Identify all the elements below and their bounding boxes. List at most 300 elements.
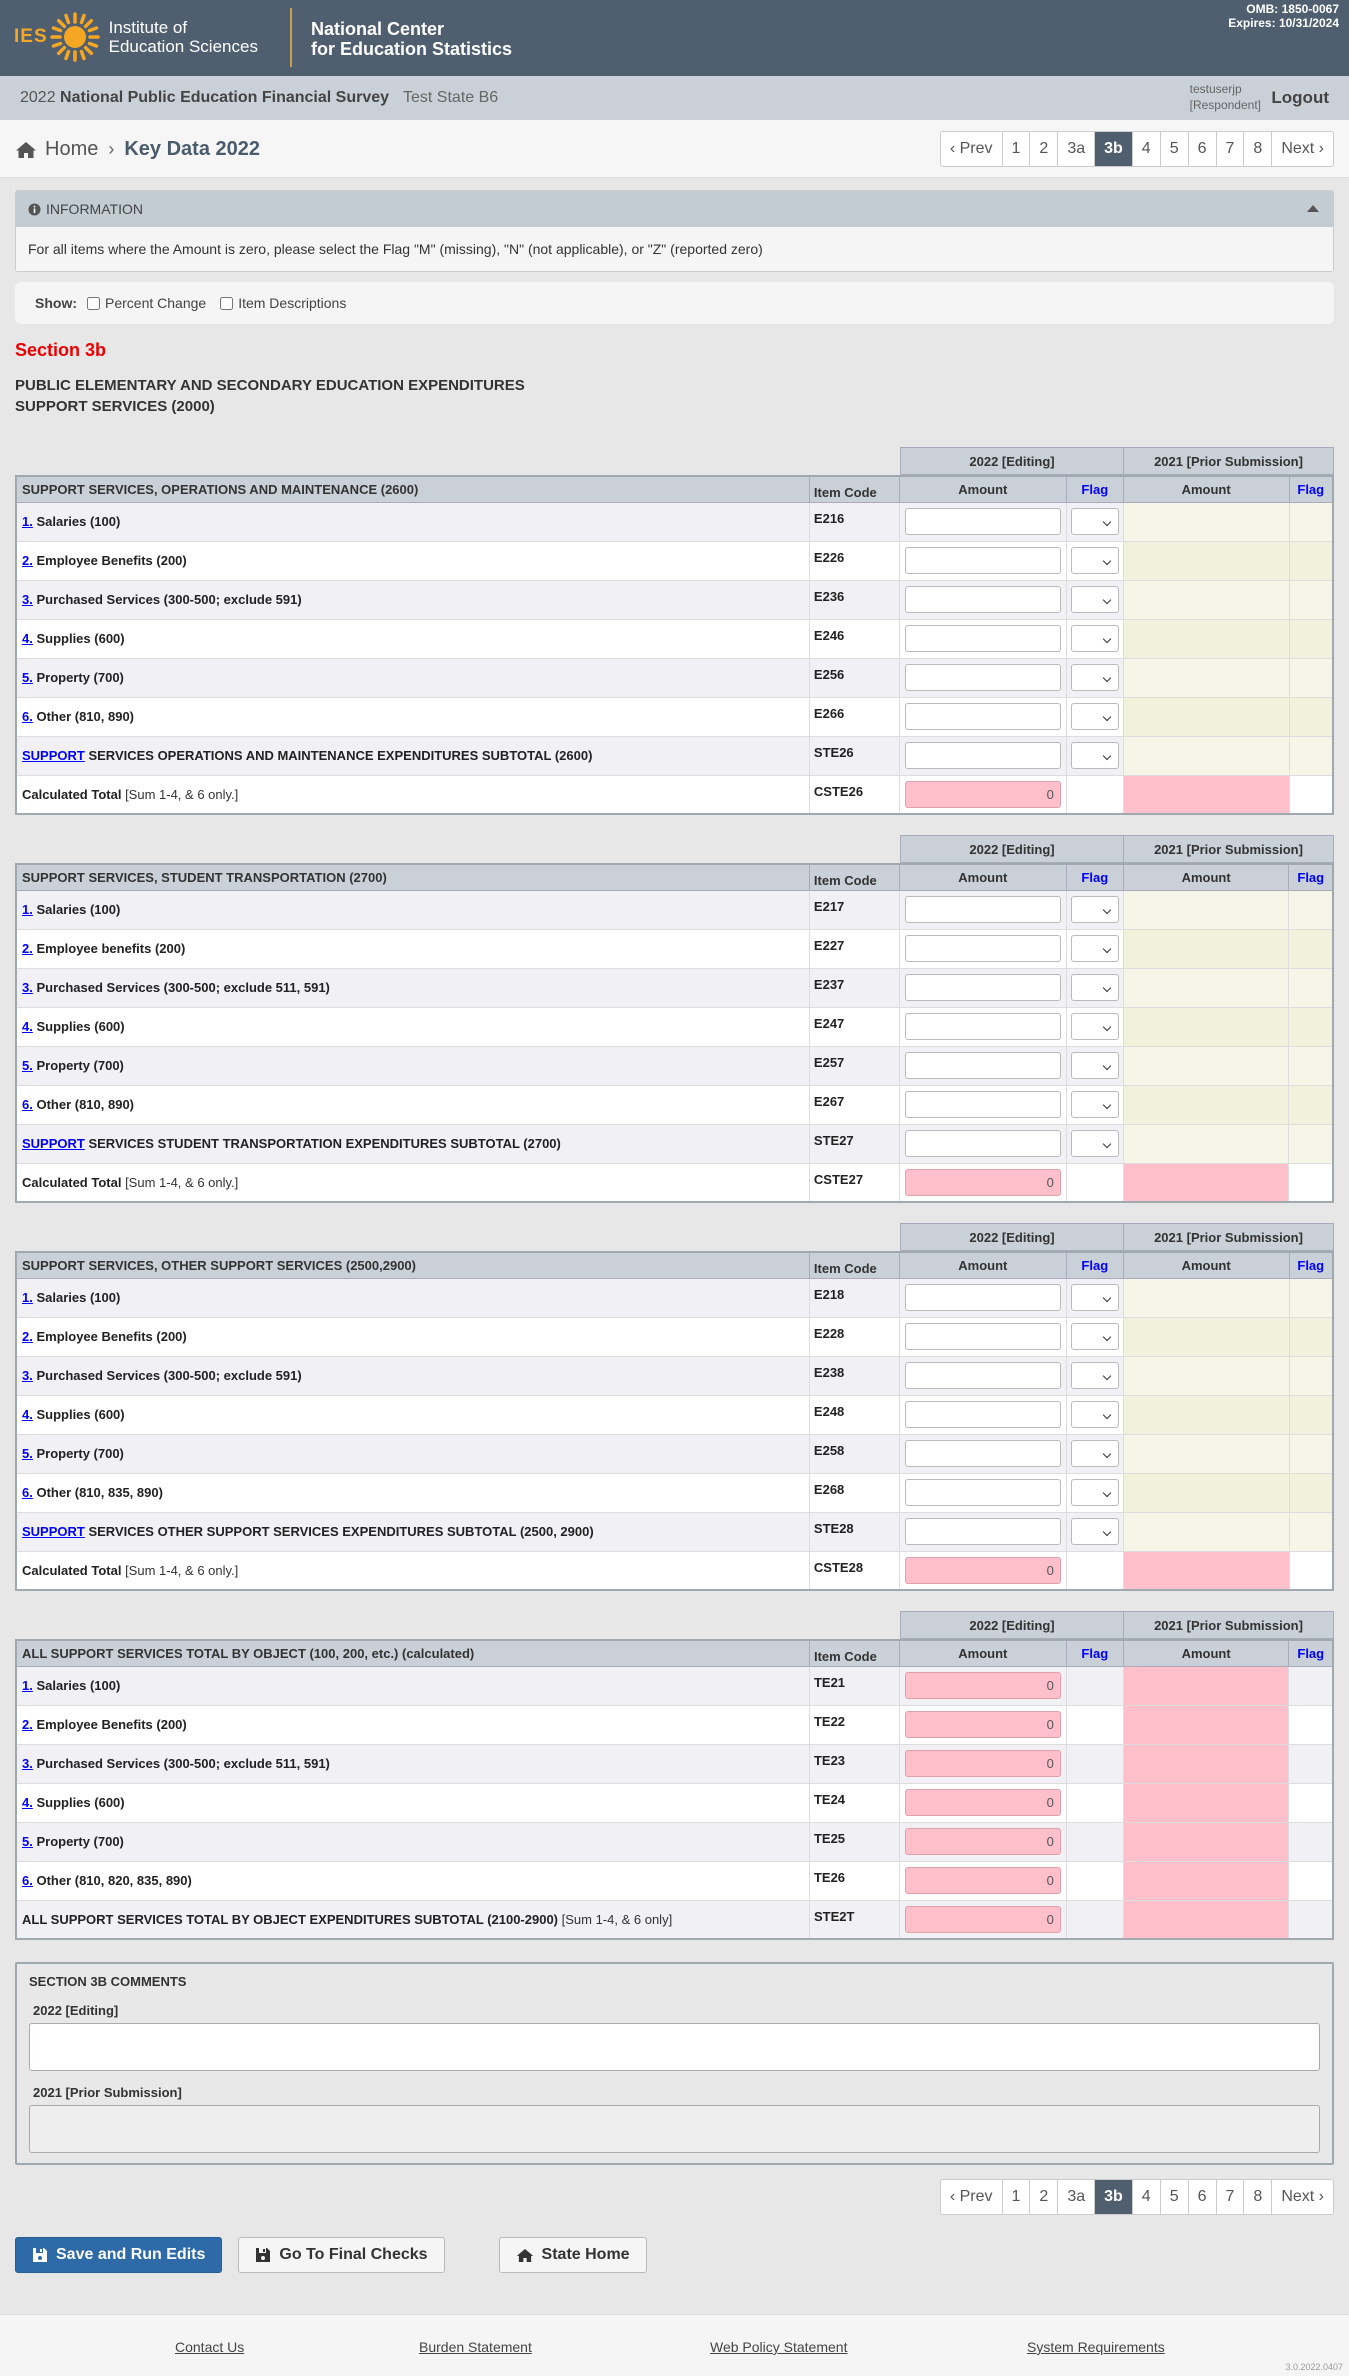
- amount-input[interactable]: [905, 896, 1061, 923]
- amount-input[interactable]: [905, 974, 1061, 1001]
- calculated-total-description: [16, 775, 809, 814]
- calculated-amount: 0: [905, 1169, 1061, 1196]
- calculated-amount-cell: [899, 1861, 1066, 1900]
- prior-amount-cell: [1123, 929, 1289, 968]
- amount-input[interactable]: [905, 935, 1061, 962]
- save-and-run-edits-button[interactable]: [15, 2237, 222, 2273]
- item-number-link[interactable]: 5.: [22, 670, 33, 685]
- item-number-link[interactable]: 2.: [22, 1329, 33, 1344]
- prior-flag-cell: [1289, 658, 1333, 697]
- item-code: STE26: [809, 736, 899, 775]
- item-label: Purchased Services (300-500; exclude 591): [36, 1368, 302, 1383]
- amount-cell: [899, 541, 1066, 580]
- item-label: Employee Benefits (200): [36, 553, 187, 568]
- user-role: [Respondent]: [1189, 98, 1261, 112]
- item-label: Salaries (100): [36, 514, 121, 529]
- amount-cell: [899, 1434, 1066, 1473]
- item-code: E247: [809, 1007, 899, 1046]
- item-number-link[interactable]: 1.: [22, 1290, 33, 1305]
- amount-cell: [899, 1395, 1066, 1434]
- year-header-row: [900, 1611, 1334, 1639]
- pager-page-3b[interactable]: 3b: [1094, 132, 1132, 166]
- prior-amount-cell: [1123, 1705, 1289, 1744]
- table-row: [16, 502, 1333, 541]
- chevron-left-icon: ‹: [949, 2188, 956, 2205]
- flag-select[interactable]: [1071, 935, 1119, 962]
- item-label: Salaries (100): [36, 1678, 121, 1693]
- pager-prev-label: Prev: [959, 140, 993, 157]
- calculated-amount: 0: [905, 1711, 1061, 1738]
- item-number-link[interactable]: 4.: [22, 1795, 33, 1810]
- amount-input[interactable]: [905, 1518, 1061, 1545]
- show-options: [15, 282, 1334, 324]
- flag-header-link[interactable]: Flag: [1081, 1645, 1109, 1661]
- item-code: E257: [809, 1046, 899, 1085]
- flag-select[interactable]: [1071, 1130, 1119, 1157]
- amount-cell: [899, 1085, 1066, 1124]
- prior-flag-cell: [1289, 1551, 1333, 1590]
- flag-select[interactable]: [1071, 1052, 1119, 1079]
- item-number-link[interactable]: 3.: [22, 980, 33, 995]
- ies-name: [109, 18, 258, 56]
- survey-bar: [0, 76, 1349, 120]
- calculated-total-description: [16, 1163, 809, 1202]
- amount-input[interactable]: [905, 703, 1061, 730]
- subtotal-link[interactable]: SUPPORT: [22, 748, 85, 763]
- user-info: [1190, 81, 1261, 113]
- pager-page-8[interactable]: 8: [1243, 2180, 1271, 2214]
- nces-logo[interactable]: [311, 19, 512, 59]
- item-number-link[interactable]: 2.: [22, 1717, 33, 1732]
- prior-flag-cell: [1289, 1124, 1333, 1163]
- item-code: E227: [809, 929, 899, 968]
- item-label: Salaries (100): [36, 1290, 121, 1305]
- item-number-link[interactable]: 3.: [22, 1368, 33, 1383]
- data-table: [15, 475, 1334, 815]
- year-current-header: 2022 [Editing]: [900, 835, 1124, 863]
- show-label: Show:: [35, 295, 77, 311]
- item-number-link[interactable]: 6.: [22, 1097, 33, 1112]
- calculated-amount: 0: [905, 1672, 1061, 1699]
- item-number-link[interactable]: 6.: [22, 1873, 33, 1888]
- item-label: Supplies (600): [36, 1407, 125, 1422]
- table-title: ALL SUPPORT SERVICES TOTAL BY OBJECT (100, 200, etc.) (calculated): [16, 1640, 809, 1666]
- prior-amount-cell: [1123, 775, 1289, 814]
- subtotal-description: [16, 1124, 809, 1163]
- item-description: [16, 1085, 809, 1124]
- prior-amount-header: Amount: [1123, 1640, 1289, 1666]
- flag-header-link[interactable]: Flag: [1081, 481, 1109, 497]
- pager-page-1[interactable]: 1: [1002, 132, 1030, 166]
- item-code: E258: [809, 1434, 899, 1473]
- table-row: [16, 1744, 1333, 1783]
- item-label: Other (810, 820, 835, 890): [36, 1873, 192, 1888]
- prior-flag-header-link[interactable]: Flag: [1297, 1645, 1325, 1661]
- flag-select[interactable]: [1071, 625, 1119, 652]
- web-policy-link[interactable]: Web Policy Statement: [710, 2339, 848, 2355]
- amount-input[interactable]: [905, 1479, 1061, 1506]
- comments-panel: [15, 1962, 1334, 2165]
- item-number-link[interactable]: 6.: [22, 709, 33, 724]
- amount-cell: [899, 1278, 1066, 1317]
- prior-flag-cell: [1289, 968, 1333, 1007]
- item-label: Employee Benefits (200): [36, 1717, 187, 1732]
- item-number-link[interactable]: 5.: [22, 1834, 33, 1849]
- burden-statement-link[interactable]: Burden Statement: [419, 2339, 532, 2355]
- item-label: Other (810, 835, 890): [36, 1485, 163, 1500]
- amount-cell: [899, 1124, 1066, 1163]
- calculated-total-note: [Sum 1-4, & 6 only.]: [121, 1174, 239, 1190]
- prior-amount-cell: [1123, 658, 1289, 697]
- amount-input[interactable]: [905, 664, 1061, 691]
- logout-button[interactable]: Logout: [1271, 88, 1329, 107]
- flag-cell: [1066, 1046, 1123, 1085]
- item-code: E228: [809, 1317, 899, 1356]
- prior-amount-cell: [1123, 1085, 1289, 1124]
- pager-prev[interactable]: [941, 132, 1002, 166]
- prior-flag-header-link[interactable]: Flag: [1297, 481, 1325, 497]
- item-description: [16, 658, 809, 697]
- flag-select[interactable]: [1071, 1284, 1119, 1311]
- prior-amount-cell: [1123, 619, 1289, 658]
- chevron-right-icon: ›: [1318, 140, 1324, 157]
- top-pager: [940, 131, 1334, 167]
- prior-flag-cell: [1289, 1317, 1333, 1356]
- table-title: SUPPORT SERVICES, STUDENT TRANSPORTATION (2700): [16, 864, 809, 890]
- prior-amount-header: Amount: [1123, 1252, 1289, 1278]
- item-number-link[interactable]: 1.: [22, 1678, 33, 1693]
- pager-page-3b[interactable]: 3b: [1094, 2180, 1132, 2214]
- item-description: [16, 929, 809, 968]
- pager-next-label: Next: [1281, 2188, 1315, 2205]
- prior-flag-cell: [1289, 929, 1333, 968]
- item-number-link[interactable]: 4.: [22, 1407, 33, 1422]
- caret-up-icon[interactable]: [1307, 205, 1319, 212]
- pager-prev[interactable]: [941, 2180, 1002, 2214]
- item-number-link[interactable]: 2.: [22, 941, 33, 956]
- item-code: TE23: [809, 1744, 899, 1783]
- prior-flag-cell: [1289, 1473, 1333, 1512]
- prior-flag-cell: [1289, 541, 1333, 580]
- item-number-link[interactable]: 5.: [22, 1058, 33, 1073]
- prior-flag-cell: [1289, 1900, 1333, 1939]
- prior-flag-cell: [1289, 502, 1333, 541]
- home-icon: [516, 2248, 534, 2263]
- pager-page-7[interactable]: 7: [1216, 2180, 1244, 2214]
- item-code: E216: [809, 502, 899, 541]
- pager-page-3a[interactable]: 3a: [1057, 132, 1094, 166]
- flag-header-link[interactable]: Flag: [1081, 1257, 1109, 1273]
- percent-change-option[interactable]: [87, 295, 206, 311]
- amount-input[interactable]: [905, 1284, 1061, 1311]
- year-prior-header: 2021 [Prior Submission]: [1124, 835, 1334, 863]
- pager-page-2[interactable]: 2: [1029, 2180, 1057, 2214]
- pager-page-6[interactable]: 6: [1188, 132, 1216, 166]
- calculated-total-label: Calculated Total: [22, 1174, 122, 1190]
- prior-amount-cell: [1123, 541, 1289, 580]
- ies-line2: Education Sciences: [108, 37, 258, 56]
- flag-select[interactable]: [1071, 1323, 1119, 1350]
- item-description: [16, 502, 809, 541]
- year-current-header: 2022 [Editing]: [900, 1611, 1124, 1639]
- amount-input[interactable]: [905, 1401, 1061, 1428]
- subtotal-row: [16, 1512, 1333, 1551]
- prior-flag-cell: [1289, 1861, 1333, 1900]
- pager-next-label: Next: [1281, 140, 1315, 157]
- item-number-link[interactable]: 6.: [22, 1485, 33, 1500]
- calculated-total-description: [16, 1551, 809, 1590]
- flag-cell: [1066, 1278, 1123, 1317]
- prior-flag-header-link[interactable]: Flag: [1297, 869, 1325, 885]
- pager-page-8[interactable]: 8: [1243, 132, 1271, 166]
- information-text: For all items where the Amount is zero, please select the Flag "M" (missing), "N" (not applicable), or "Z" (reported zero): [16, 227, 1333, 271]
- item-description: [16, 890, 809, 929]
- item-label: Purchased Services (300-500; exclude 591): [36, 592, 302, 607]
- amount-input[interactable]: [905, 1052, 1061, 1079]
- item-descriptions-option[interactable]: [220, 295, 346, 311]
- prior-flag-cell: [1289, 580, 1333, 619]
- item-code: STE2T: [809, 1900, 899, 1939]
- amount-cell: [899, 929, 1066, 968]
- table-row: [16, 1783, 1333, 1822]
- item-number-link[interactable]: 1.: [22, 902, 33, 917]
- information-header[interactable]: [16, 191, 1333, 227]
- state-home-label: State Home: [541, 2246, 630, 2263]
- item-code-header: Item Code: [809, 1640, 899, 1666]
- table-header-row: [16, 476, 1333, 502]
- section-subtitle: [15, 375, 1349, 417]
- information-panel: [15, 190, 1334, 272]
- flag-cell: [1066, 1473, 1123, 1512]
- flag-cell: [1066, 1744, 1123, 1783]
- section-subtitle-line2: SUPPORT SERVICES (2000): [15, 398, 215, 415]
- item-label: Property (700): [36, 670, 124, 685]
- subtotal-label: SERVICES STUDENT TRANSPORTATION EXPENDITURES SUBTOTAL (2700): [84, 1136, 561, 1151]
- amount-input[interactable]: [905, 508, 1061, 535]
- subtotal-link[interactable]: SUPPORT: [22, 1136, 85, 1151]
- prior-flag-cell: [1289, 619, 1333, 658]
- amount-cell: [899, 658, 1066, 697]
- prior-flag-cell: [1289, 1356, 1333, 1395]
- subtotal-link[interactable]: SUPPORT: [22, 1524, 85, 1539]
- pager-page-2[interactable]: 2: [1029, 132, 1057, 166]
- flag-cell: [1066, 1822, 1123, 1861]
- flag-select[interactable]: [1071, 703, 1119, 730]
- calculated-amount-cell: [899, 1666, 1066, 1705]
- pager-next[interactable]: [1271, 132, 1333, 166]
- item-description: [16, 1434, 809, 1473]
- pager-page-5[interactable]: 5: [1160, 2180, 1188, 2214]
- item-description: [16, 1007, 809, 1046]
- amount-input[interactable]: [905, 1130, 1061, 1157]
- flag-select[interactable]: [1071, 586, 1119, 613]
- subtotal-note: [Sum 1-4, & 6 only]: [558, 1911, 673, 1927]
- flag-select[interactable]: [1071, 896, 1119, 923]
- item-description: [16, 1317, 809, 1356]
- amount-cell: [899, 1046, 1066, 1085]
- subtotal-row: [16, 736, 1333, 775]
- item-number-link[interactable]: 1.: [22, 514, 33, 529]
- item-code: E267: [809, 1085, 899, 1124]
- pager-page-4[interactable]: 4: [1132, 2180, 1160, 2214]
- calculated-amount-cell: [899, 1551, 1066, 1590]
- percent-change-checkbox[interactable]: [87, 297, 100, 310]
- flag-select[interactable]: [1071, 1091, 1119, 1118]
- pager-page-4[interactable]: 4: [1132, 132, 1160, 166]
- version-number: 3.0.2022.0407: [1285, 2362, 1343, 2372]
- state-home-button[interactable]: [499, 2237, 647, 2273]
- prior-amount-cell: [1123, 1434, 1289, 1473]
- flag-cell: [1066, 929, 1123, 968]
- table-row: [16, 1666, 1333, 1705]
- comments-current-textarea[interactable]: [29, 2023, 1320, 2071]
- prior-flag-cell: [1289, 1163, 1333, 1202]
- prior-flag-cell: [1289, 775, 1333, 814]
- calculated-amount: 0: [905, 1750, 1061, 1777]
- flag-select[interactable]: [1071, 664, 1119, 691]
- item-label: Property (700): [36, 1834, 124, 1849]
- go-to-final-checks-button[interactable]: [238, 2237, 444, 2273]
- prior-amount-header: Amount: [1123, 476, 1289, 502]
- table-title: SUPPORT SERVICES, OPERATIONS AND MAINTENANCE (2600): [16, 476, 809, 502]
- item-label: Supplies (600): [36, 1795, 125, 1810]
- prior-amount-cell: [1123, 1783, 1289, 1822]
- flag-header-link[interactable]: Flag: [1081, 869, 1109, 885]
- flag-select[interactable]: [1071, 508, 1119, 535]
- pager-page-6[interactable]: 6: [1188, 2180, 1216, 2214]
- pager-page-5[interactable]: 5: [1160, 132, 1188, 166]
- flag-cell: [1066, 541, 1123, 580]
- prior-amount-cell: [1123, 1046, 1289, 1085]
- calculated-amount: 0: [905, 781, 1061, 808]
- item-descriptions-label: Item Descriptions: [238, 295, 347, 311]
- calculated-amount: 0: [905, 1789, 1061, 1816]
- prior-amount-cell: [1123, 1163, 1289, 1202]
- item-label: Supplies (600): [36, 631, 125, 646]
- item-number-link[interactable]: 5.: [22, 1446, 33, 1461]
- prior-flag-cell: [1289, 1278, 1333, 1317]
- prior-amount-cell: [1123, 580, 1289, 619]
- amount-input[interactable]: [905, 1013, 1061, 1040]
- item-description: [16, 1822, 809, 1861]
- amount-input[interactable]: [905, 547, 1061, 574]
- site-header: [0, 0, 1349, 76]
- pager-page-7[interactable]: 7: [1216, 132, 1244, 166]
- table-header-row: [16, 1640, 1333, 1666]
- flag-select[interactable]: [1071, 974, 1119, 1001]
- calculated-amount: 0: [905, 1906, 1061, 1933]
- subtotal-description: [16, 1512, 809, 1551]
- item-description: [16, 1666, 809, 1705]
- amount-cell: [899, 580, 1066, 619]
- amount-input[interactable]: [905, 625, 1061, 652]
- ies-logo[interactable]: [14, 11, 258, 63]
- table-block: [15, 447, 1334, 815]
- item-number-link[interactable]: 4.: [22, 631, 33, 646]
- year-prior-header: 2021 [Prior Submission]: [1124, 1611, 1334, 1639]
- item-description: [16, 580, 809, 619]
- total-table-block: [15, 1611, 1334, 1940]
- table-row: [16, 541, 1333, 580]
- flag-select[interactable]: [1071, 1362, 1119, 1389]
- prior-flag-cell: [1289, 1395, 1333, 1434]
- item-number-link[interactable]: 4.: [22, 1019, 33, 1034]
- nces-line1: National Center: [311, 19, 445, 39]
- flag-cell: [1066, 1395, 1123, 1434]
- flag-select[interactable]: [1071, 1401, 1119, 1428]
- amount-input[interactable]: [905, 742, 1061, 769]
- item-description: [16, 1046, 809, 1085]
- pager-next[interactable]: [1271, 2180, 1333, 2214]
- prior-flag-cell: [1289, 1822, 1333, 1861]
- nces-line2: for Education Statistics: [311, 39, 513, 59]
- flag-cell: [1066, 658, 1123, 697]
- item-descriptions-checkbox[interactable]: [220, 297, 233, 310]
- year-current-header: 2022 [Editing]: [900, 1223, 1124, 1251]
- save-icon: [255, 2247, 271, 2263]
- amount-input[interactable]: [905, 1091, 1061, 1118]
- item-number-link[interactable]: 2.: [22, 553, 33, 568]
- flag-cell: [1066, 1551, 1123, 1590]
- amount-input[interactable]: [905, 1362, 1061, 1389]
- amount-input[interactable]: [905, 586, 1061, 613]
- item-code: E236: [809, 580, 899, 619]
- prior-flag-cell: [1289, 1666, 1333, 1705]
- calculated-total-label: Calculated Total: [22, 786, 122, 802]
- table-header-row: [16, 864, 1333, 890]
- item-number-link[interactable]: 3.: [22, 592, 33, 607]
- amount-input[interactable]: [905, 1440, 1061, 1467]
- data-table: [15, 863, 1334, 1203]
- year-current-header: 2022 [Editing]: [900, 447, 1124, 475]
- flag-select[interactable]: [1071, 547, 1119, 574]
- prior-flag-header: [1289, 864, 1333, 890]
- pager-page-3a[interactable]: 3a: [1057, 2180, 1094, 2214]
- pager-page-1[interactable]: 1: [1002, 2180, 1030, 2214]
- amount-cell: [899, 697, 1066, 736]
- flag-select[interactable]: [1071, 1518, 1119, 1545]
- amount-input[interactable]: [905, 1323, 1061, 1350]
- flag-select[interactable]: [1071, 1013, 1119, 1040]
- contact-us-link[interactable]: Contact Us: [175, 2339, 245, 2355]
- breadcrumb: [15, 138, 260, 161]
- prior-flag-header-link[interactable]: Flag: [1297, 1257, 1325, 1273]
- prior-flag-cell: [1289, 697, 1333, 736]
- prior-amount-cell: [1123, 1512, 1289, 1551]
- item-description: [16, 1744, 809, 1783]
- flag-select[interactable]: [1071, 742, 1119, 769]
- flag-cell: [1066, 1861, 1123, 1900]
- table-row: [16, 697, 1333, 736]
- prior-flag-cell: [1289, 1705, 1333, 1744]
- breadcrumb-home[interactable]: Home: [45, 138, 99, 160]
- prior-flag-cell: [1289, 1512, 1333, 1551]
- prior-amount-cell: [1123, 1356, 1289, 1395]
- item-code: E217: [809, 890, 899, 929]
- sun-logo-icon: [49, 11, 101, 63]
- system-requirements-link[interactable]: System Requirements: [1027, 2339, 1165, 2355]
- calculated-total-row: [16, 1163, 1333, 1202]
- omb-number: OMB: 1850-0067: [1246, 2, 1339, 16]
- flag-select[interactable]: [1071, 1479, 1119, 1506]
- table-row: [16, 1007, 1333, 1046]
- item-code-header: Item Code: [809, 1252, 899, 1278]
- item-number-link[interactable]: 3.: [22, 1756, 33, 1771]
- flag-cell: [1066, 619, 1123, 658]
- flag-select[interactable]: [1071, 1440, 1119, 1467]
- calculated-amount-cell: [899, 1163, 1066, 1202]
- item-code-header: Item Code: [809, 864, 899, 890]
